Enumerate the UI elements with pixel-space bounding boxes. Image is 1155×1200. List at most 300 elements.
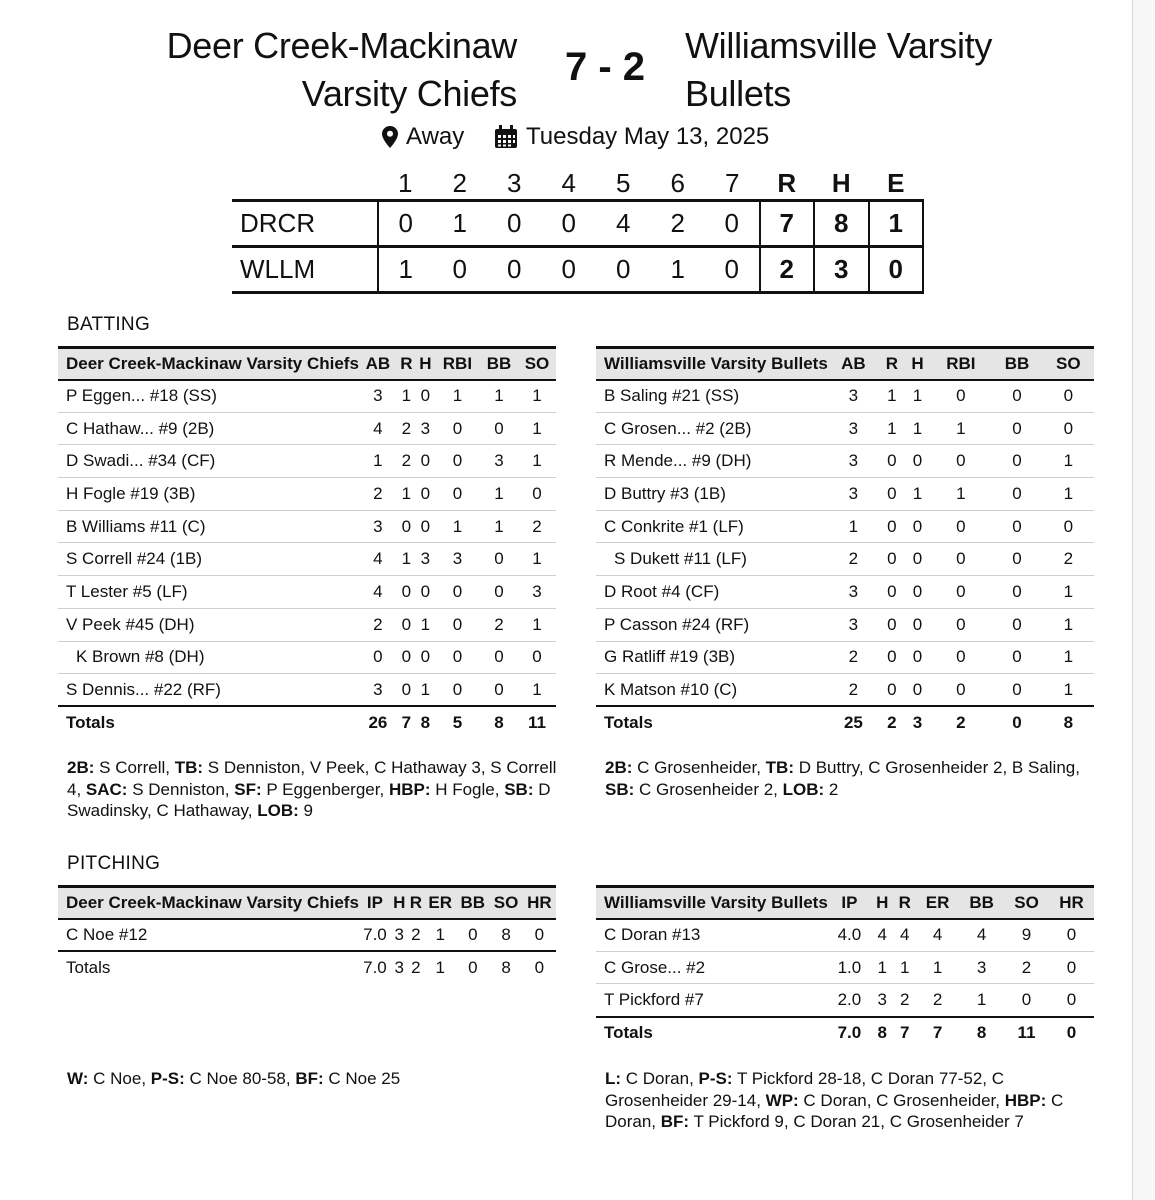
stat-value: 3 [828, 445, 879, 478]
stat-value: 3 [391, 919, 408, 952]
stat-header: BB [456, 887, 489, 919]
batting-table-away [596, 346, 1094, 739]
stat-value: 0 [879, 641, 905, 674]
batting-notes-away [605, 757, 1085, 800]
table-row [596, 951, 1094, 984]
stat-value: 0 [905, 445, 931, 478]
player-name: B Williams #11 (C) [58, 510, 359, 543]
stat-value: 0 [1043, 380, 1094, 413]
totals-row [58, 951, 556, 984]
inning-score: 1 [670, 254, 685, 284]
table-row [596, 608, 1094, 641]
stat-value: 0 [905, 608, 931, 641]
note-text: C Noe 80-58, [184, 1069, 296, 1088]
total-value: 0 [1049, 1017, 1094, 1050]
table-row [58, 608, 556, 641]
total-errors: 1 [869, 201, 924, 247]
stat-value: 1.0 [828, 951, 871, 984]
inning-score: 0 [561, 208, 576, 238]
stat-header: AB [828, 348, 879, 380]
stat-value: 0 [991, 543, 1042, 576]
player-name: K Brown #8 (DH) [58, 641, 359, 674]
player-name: D Root #4 (CF) [596, 576, 828, 609]
total-value: 26 [359, 706, 397, 739]
stat-header: IP [359, 887, 391, 919]
stat-value: 0 [1049, 984, 1094, 1017]
linescore-row-away [232, 247, 923, 293]
away-team-name [685, 22, 1125, 118]
stat-value: 0 [905, 543, 931, 576]
player-name: C Grosen... #2 (2B) [596, 412, 828, 445]
stat-value: 0 [905, 576, 931, 609]
stat-value: 0 [991, 380, 1042, 413]
stat-header: H [871, 887, 893, 919]
total-value: 11 [518, 706, 556, 739]
stat-value: 0 [435, 608, 480, 641]
player-name: S Dennis... #22 (RF) [58, 674, 359, 707]
stat-value: 1 [905, 478, 931, 511]
note-text: C Noe 25 [323, 1069, 401, 1088]
note-label: SB: [504, 779, 534, 799]
table-header-row [596, 887, 1094, 919]
stat-header: R [893, 887, 915, 919]
stat-value: 2 [397, 412, 416, 445]
stat-header: BB [959, 887, 1004, 919]
totals-label: Totals [58, 706, 359, 739]
stat-value: 1 [435, 380, 480, 413]
table-row [58, 919, 556, 952]
page-edge-line [1132, 0, 1133, 1200]
note-text: C Grosenheider 2, [634, 779, 783, 799]
stat-value: 0 [416, 478, 435, 511]
batting-table-home [58, 346, 556, 739]
stat-header: SO [1043, 348, 1094, 380]
stat-header: SO [518, 348, 556, 380]
inning-header: 1 [398, 168, 413, 198]
pitching-table-away [596, 885, 1094, 1049]
stat-value: 1 [359, 445, 397, 478]
stat-value: 0 [930, 674, 991, 707]
stat-value: 3 [416, 543, 435, 576]
stat-header: H [905, 348, 931, 380]
team-abbr: WLLM [240, 254, 316, 284]
stat-value: 1 [480, 478, 518, 511]
note-label: WP: [765, 1090, 799, 1110]
total-value: 7 [916, 1017, 959, 1050]
away-team-line1: Williamsville Varsity [685, 25, 993, 66]
note-label: BF: [295, 1069, 324, 1088]
pitching-section-title: PITCHING [67, 853, 161, 874]
inning-header: 7 [725, 168, 740, 198]
table-row [596, 380, 1094, 413]
note-text: C Grosenheider, [632, 758, 766, 777]
stat-value: 2.0 [828, 984, 871, 1017]
player-name: S Dukett #11 (LF) [596, 543, 828, 576]
stat-value: 2 [828, 641, 879, 674]
linescore-table [232, 168, 924, 294]
table-header-row [58, 887, 556, 919]
stat-value: 0 [930, 380, 991, 413]
player-name: R Mende... #9 (DH) [596, 445, 828, 478]
stat-value: 0 [480, 674, 518, 707]
inning-header: 5 [616, 168, 631, 198]
total-value: 7.0 [828, 1017, 871, 1050]
stat-value: 1 [518, 380, 556, 413]
stat-value: 4 [959, 919, 1004, 952]
note-label: LOB: [782, 779, 825, 799]
table-row [596, 510, 1094, 543]
table-row [58, 380, 556, 413]
totals-row [596, 706, 1094, 739]
stat-value: 0 [359, 641, 397, 674]
stat-value: 2 [1043, 543, 1094, 576]
stat-value: 4 [359, 543, 397, 576]
table-row [58, 445, 556, 478]
stat-value: 2 [1004, 951, 1049, 984]
team-header: Williamsville Varsity Bullets [596, 348, 828, 380]
total-hits: 8 [814, 201, 869, 247]
stat-value: 8 [489, 919, 522, 952]
stat-value: 3 [959, 951, 1004, 984]
stat-value: 3 [435, 543, 480, 576]
stat-value: 0 [397, 510, 416, 543]
table-row [58, 674, 556, 707]
inning-score: 0 [507, 254, 522, 284]
table-header-row [596, 348, 1094, 380]
game-location [382, 120, 464, 154]
stat-value: 2 [916, 984, 959, 1017]
note-text: T Pickford 9, C Doran 21, C Grosenheider 7 [689, 1112, 1024, 1131]
stat-value: 1 [905, 412, 931, 445]
player-name: C Doran #13 [596, 919, 828, 952]
stat-header: BB [991, 348, 1042, 380]
stat-value: 1 [518, 674, 556, 707]
player-name: H Fogle #19 (3B) [58, 478, 359, 511]
total-hits: 3 [814, 247, 869, 293]
table-row [58, 412, 556, 445]
stat-value: 0 [879, 608, 905, 641]
total-runs: 7 [760, 201, 815, 247]
stat-value: 0 [930, 510, 991, 543]
total-value: 8 [489, 951, 522, 984]
stat-value: 0 [930, 641, 991, 674]
stat-value: 0 [518, 641, 556, 674]
stat-value: 0 [435, 478, 480, 511]
batting-section-title: BATTING [67, 314, 151, 335]
note-text: T Pickford 28-18, C Doran 77-52, C Grosenheider 29-14, [605, 1069, 1005, 1110]
inning-header: 2 [452, 168, 467, 198]
stat-value: 0 [905, 674, 931, 707]
stat-value: 2 [359, 608, 397, 641]
stat-header: RBI [435, 348, 480, 380]
stat-value: 3 [828, 380, 879, 413]
inning-score: 0 [724, 208, 739, 238]
total-value: 5 [435, 706, 480, 739]
stat-value: 3 [359, 380, 397, 413]
stat-value: 0 [879, 543, 905, 576]
total-value: 8 [871, 1017, 893, 1050]
stat-value: 0 [879, 510, 905, 543]
stat-value: 0 [879, 445, 905, 478]
stat-value: 0 [435, 445, 480, 478]
note-label: TB: [765, 758, 794, 777]
stat-value: 1 [416, 674, 435, 707]
note-text: S Correll, [94, 758, 175, 777]
stat-value: 0 [416, 380, 435, 413]
player-name: C Grose... #2 [596, 951, 828, 984]
total-value: 8 [959, 1017, 1004, 1050]
stat-value: 0 [456, 919, 489, 952]
table-row [58, 543, 556, 576]
stat-value: 0 [1049, 919, 1094, 952]
stat-value: 1 [424, 919, 456, 952]
stat-value: 0 [905, 510, 931, 543]
stat-value: 3 [359, 674, 397, 707]
table-row [596, 919, 1094, 952]
stat-value: 0 [416, 445, 435, 478]
note-label: HBP: [388, 779, 431, 799]
stat-value: 0 [1004, 984, 1049, 1017]
pitching-notes-home [67, 1068, 557, 1090]
table-row [596, 543, 1094, 576]
stat-value: 1 [930, 478, 991, 511]
stat-value: 2 [828, 674, 879, 707]
player-name: T Lester #5 (LF) [58, 576, 359, 609]
team-header: Williamsville Varsity Bullets [596, 887, 828, 919]
stat-value: 1 [435, 510, 480, 543]
stat-value: 2 [359, 478, 397, 511]
total-value: 7 [893, 1017, 915, 1050]
table-row [596, 641, 1094, 674]
stat-value: 0 [435, 674, 480, 707]
inning-score: 0 [378, 201, 433, 247]
note-text: C Doran, C Grosenheider, [798, 1090, 1005, 1110]
location-text: Away [406, 123, 465, 150]
stat-value: 3 [828, 576, 879, 609]
total-errors: 0 [869, 247, 924, 293]
stat-value: 1 [828, 510, 879, 543]
stat-value: 2 [480, 608, 518, 641]
inning-score: 0 [724, 254, 739, 284]
stat-value: 1 [871, 951, 893, 984]
stat-value: 3 [828, 478, 879, 511]
stat-value: 0 [879, 674, 905, 707]
stat-value: 0 [991, 412, 1042, 445]
stat-value: 4 [359, 412, 397, 445]
home-team-line2: Varsity Chiefs [301, 73, 517, 114]
note-label: TB: [174, 758, 204, 777]
stat-value: 0 [879, 576, 905, 609]
stat-value: 2 [518, 510, 556, 543]
game-date [494, 120, 769, 154]
note-text: P Eggenberger, [261, 779, 389, 799]
stat-header: BB [480, 348, 518, 380]
stat-value: 1 [397, 543, 416, 576]
stat-value: 4 [359, 576, 397, 609]
stat-value: 0 [930, 445, 991, 478]
totals-label: Totals [58, 951, 359, 984]
inning-score: 0 [507, 208, 522, 238]
note-text: H Fogle, [430, 779, 505, 799]
stat-header: HR [523, 887, 556, 919]
player-name: D Buttry #3 (1B) [596, 478, 828, 511]
stat-value: 1 [1043, 576, 1094, 609]
stat-value: 0 [991, 478, 1042, 511]
stat-value: 0 [480, 641, 518, 674]
player-name: V Peek #45 (DH) [58, 608, 359, 641]
stat-value: 4 [916, 919, 959, 952]
table-row [58, 641, 556, 674]
note-label: P-S: [698, 1069, 733, 1088]
stat-value: 1 [879, 380, 905, 413]
linescore-row-home [232, 201, 923, 247]
team-header: Deer Creek-Mackinaw Varsity Chiefs [58, 348, 359, 380]
map-pin-icon [382, 126, 398, 148]
stat-value: 1 [959, 984, 1004, 1017]
stat-header: R [397, 348, 416, 380]
team-header: Deer Creek-Mackinaw Varsity Chiefs [58, 887, 359, 919]
stat-value: 1 [518, 445, 556, 478]
stat-value: 0 [991, 576, 1042, 609]
stat-value: 1 [416, 608, 435, 641]
stat-value: 0 [905, 641, 931, 674]
inning-score: 1 [452, 208, 467, 238]
stat-value: 0 [991, 674, 1042, 707]
inning-header: 6 [670, 168, 685, 198]
total-value: 11 [1004, 1017, 1049, 1050]
away-team-line2: Bullets [685, 73, 791, 114]
table-row [596, 984, 1094, 1017]
linescore-header [232, 168, 923, 201]
stat-value: 1 [905, 380, 931, 413]
stat-header: ER [424, 887, 456, 919]
stat-value: 0 [1043, 510, 1094, 543]
inning-header: 4 [561, 168, 576, 198]
batting-notes-home [67, 757, 557, 822]
inning-score: 0 [616, 254, 631, 284]
errors-header: E [887, 168, 905, 198]
note-text: S Denniston, V Peek, C Hathaway 3, S Correll 4, [67, 758, 557, 799]
stat-value: 0 [480, 543, 518, 576]
stat-value: 0 [879, 478, 905, 511]
total-value: 7 [397, 706, 416, 739]
stat-value: 0 [930, 543, 991, 576]
total-value: 8 [480, 706, 518, 739]
stat-value: 1 [397, 380, 416, 413]
inning-score: 1 [378, 247, 433, 293]
player-name: C Noe #12 [58, 919, 359, 952]
stat-value: 0 [991, 608, 1042, 641]
hits-header: H [831, 168, 851, 198]
stat-value: 1 [1043, 641, 1094, 674]
stat-value: 4 [871, 919, 893, 952]
totals-label: Totals [596, 1017, 828, 1050]
stat-value: 0 [930, 608, 991, 641]
stat-header: HR [1049, 887, 1094, 919]
table-header-row [58, 348, 556, 380]
note-label: BF: [660, 1112, 690, 1131]
stat-header: R [408, 887, 425, 919]
stat-value: 1 [480, 510, 518, 543]
stat-value: 0 [416, 510, 435, 543]
total-value: 0 [991, 706, 1042, 739]
note-label: W: [67, 1069, 89, 1088]
stat-header: R [879, 348, 905, 380]
stat-value: 1 [397, 478, 416, 511]
stat-value: 0 [397, 576, 416, 609]
total-value: 25 [828, 706, 879, 739]
stat-header: SO [489, 887, 522, 919]
note-label: SAC: [85, 779, 128, 799]
pitching-notes-away [605, 1068, 1075, 1133]
stat-value: 7.0 [359, 919, 391, 952]
total-runs: 2 [760, 247, 815, 293]
calendar-icon [494, 125, 518, 149]
table-row [58, 576, 556, 609]
stat-header: SO [1004, 887, 1049, 919]
stat-value: 1 [1043, 608, 1094, 641]
stat-value: 3 [828, 608, 879, 641]
page-edge [1133, 0, 1155, 1200]
totals-label: Totals [596, 706, 828, 739]
table-row [596, 412, 1094, 445]
stat-value: 0 [397, 608, 416, 641]
total-value: 2 [879, 706, 905, 739]
note-text: C Doran, [621, 1069, 699, 1088]
note-text: C Doran, [605, 1090, 1064, 1131]
stat-value: 2 [397, 445, 416, 478]
player-name: P Eggen... #18 (SS) [58, 380, 359, 413]
player-name: G Ratliff #19 (3B) [596, 641, 828, 674]
stat-value: 3 [416, 412, 435, 445]
table-row [596, 478, 1094, 511]
stat-value: 1 [518, 543, 556, 576]
stat-value: 0 [435, 576, 480, 609]
table-row [596, 445, 1094, 478]
stat-value: 1 [879, 412, 905, 445]
note-label: P-S: [150, 1069, 185, 1088]
note-label: LOB: [257, 801, 299, 820]
final-score: 7 - 2 [564, 45, 646, 89]
team-abbr: DRCR [240, 208, 316, 238]
stat-value: 0 [480, 412, 518, 445]
inning-score: 0 [561, 254, 576, 284]
note-text: S Denniston, [127, 779, 235, 799]
player-name: D Swadi... #34 (CF) [58, 445, 359, 478]
table-row [596, 576, 1094, 609]
note-label: HBP: [1004, 1090, 1047, 1110]
player-name: B Saling #21 (SS) [596, 380, 828, 413]
stat-header: RBI [930, 348, 991, 380]
player-name: S Correll #24 (1B) [58, 543, 359, 576]
stat-value: 1 [518, 608, 556, 641]
table-row [596, 674, 1094, 707]
stat-value: 0 [1049, 951, 1094, 984]
stat-value: 3 [480, 445, 518, 478]
total-value: 2 [930, 706, 991, 739]
stat-value: 2 [408, 919, 425, 952]
stat-value: 1 [930, 412, 991, 445]
player-name: C Hathaw... #9 (2B) [58, 412, 359, 445]
player-name: T Pickford #7 [596, 984, 828, 1017]
player-name: K Matson #10 (C) [596, 674, 828, 707]
note-label: SB: [605, 779, 635, 799]
total-value: 7.0 [359, 951, 391, 984]
home-team-line1: Deer Creek-Mackinaw [166, 25, 517, 66]
stat-value: 3 [518, 576, 556, 609]
stat-value: 0 [523, 919, 556, 952]
note-label: SF: [234, 779, 262, 799]
